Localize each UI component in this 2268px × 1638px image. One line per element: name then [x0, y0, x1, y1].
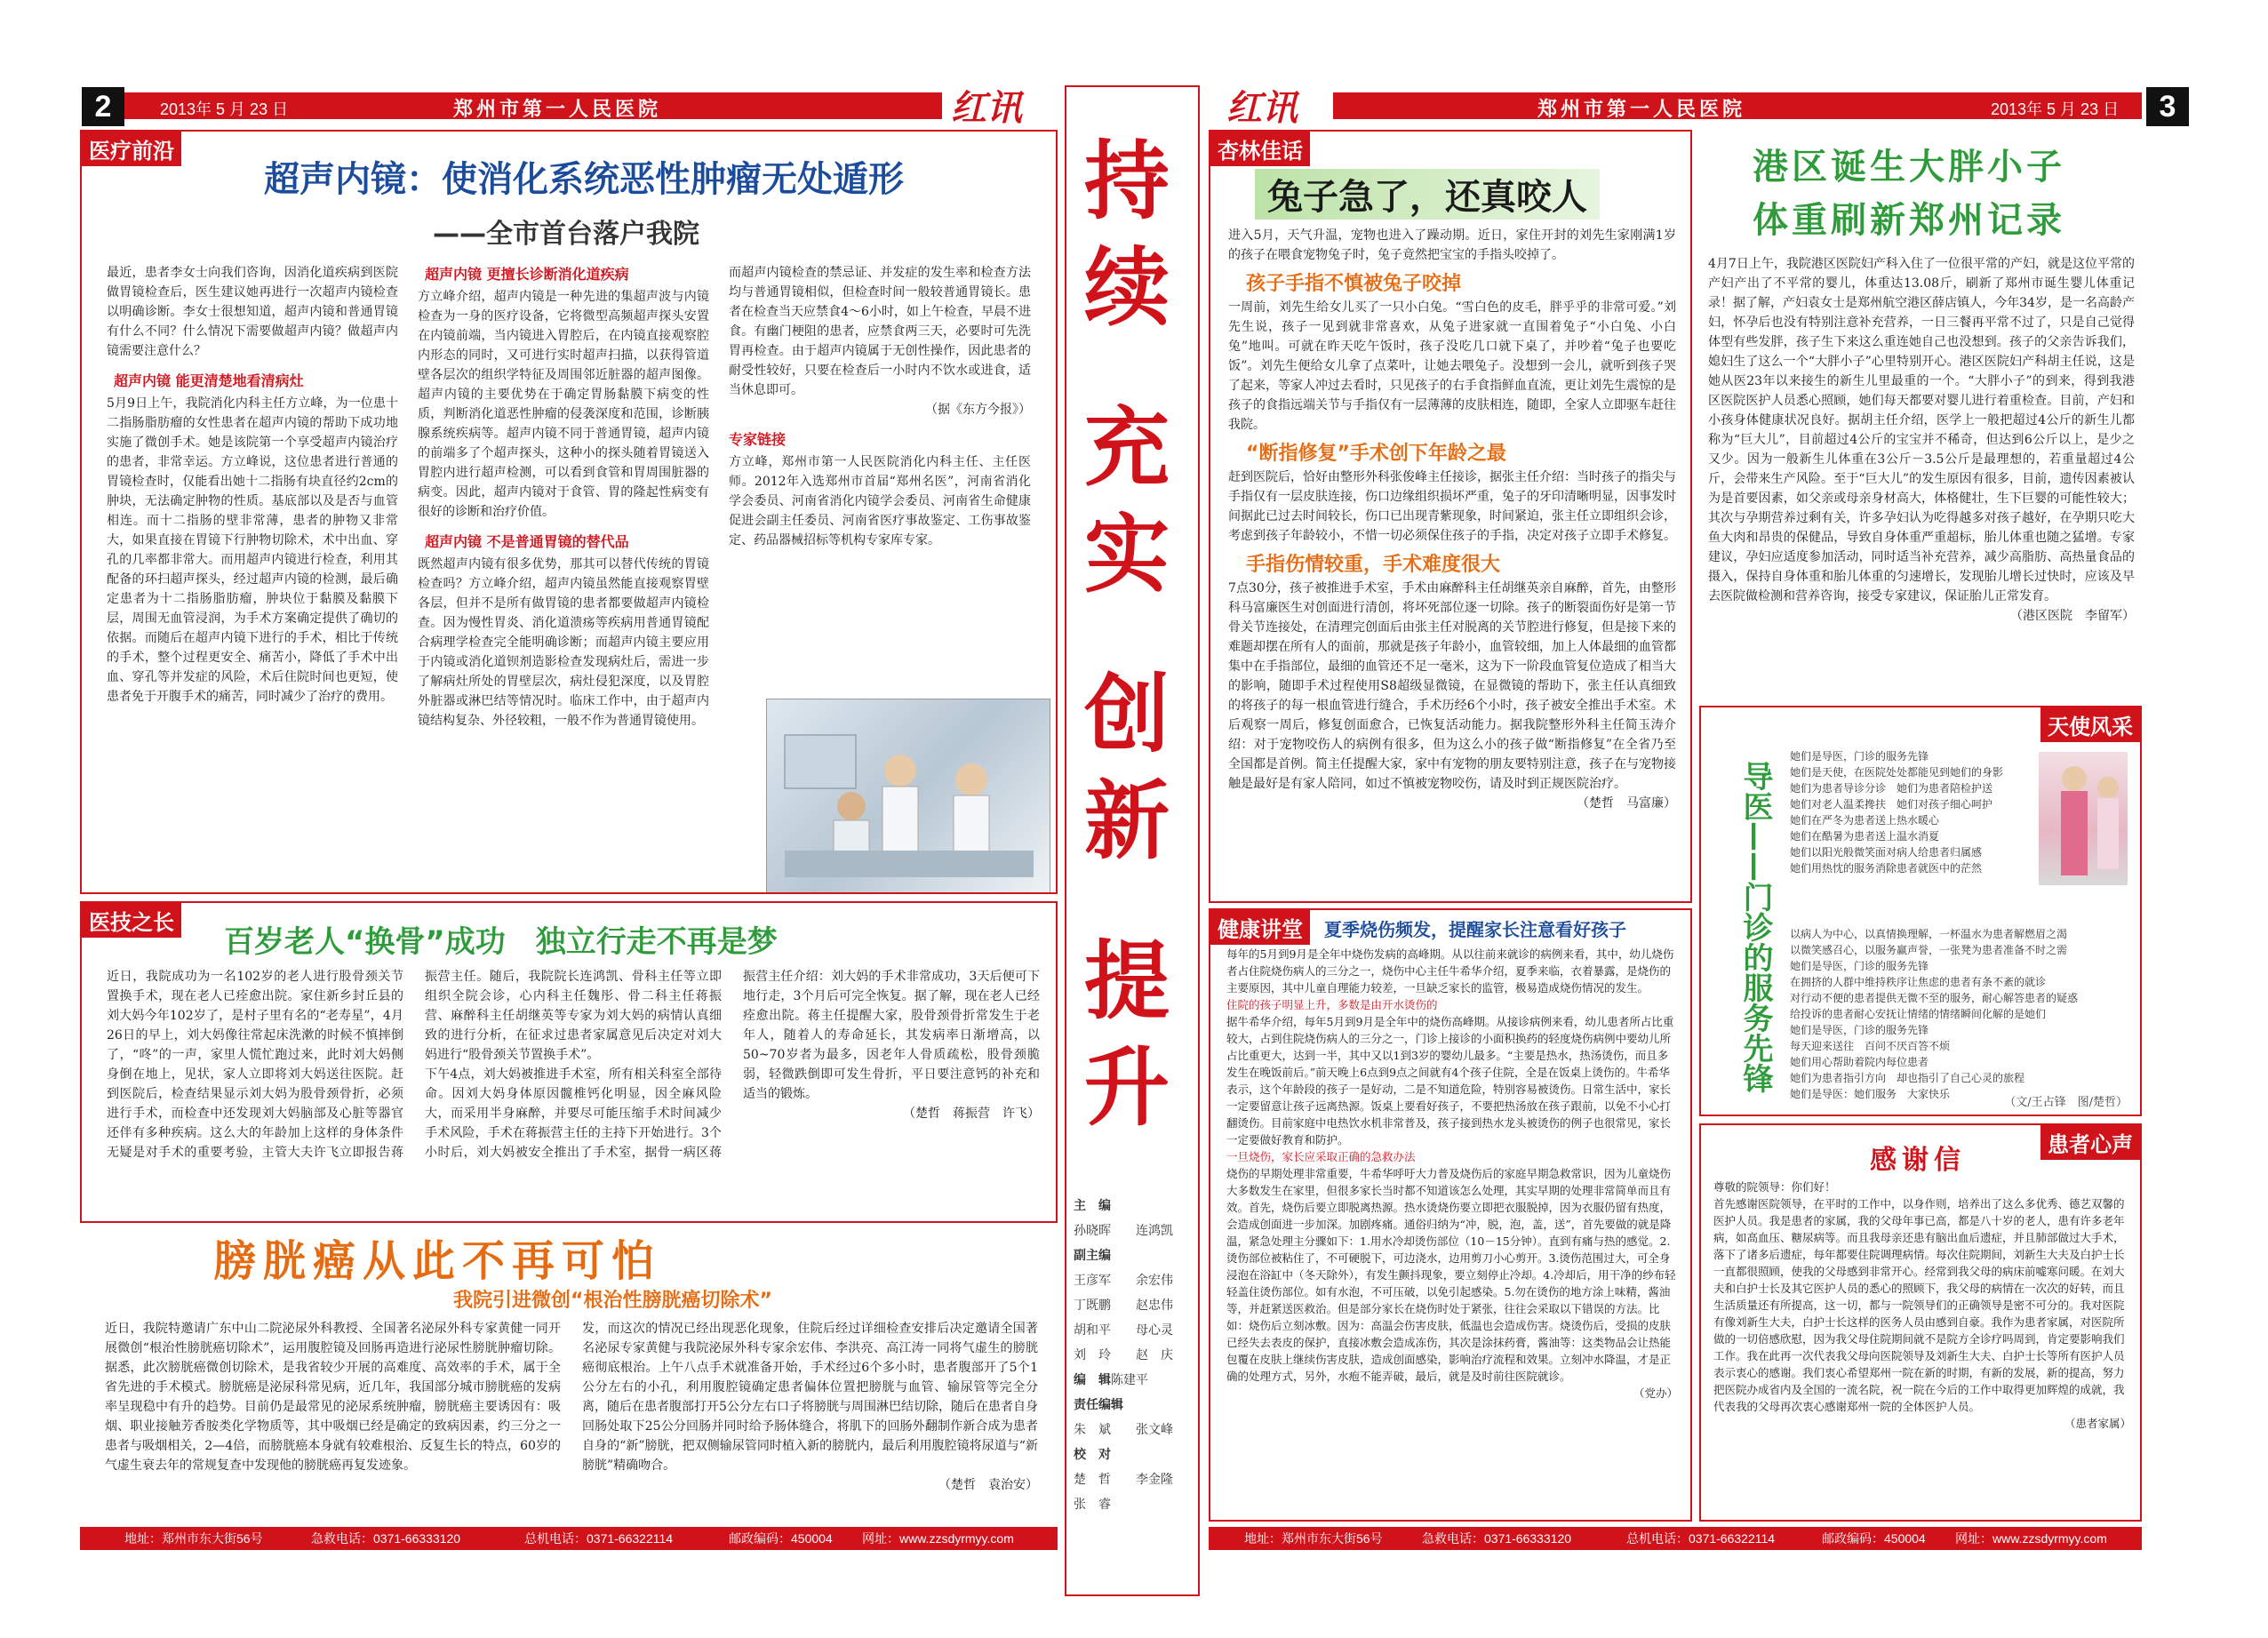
- header-bar-right: [1333, 92, 2142, 119]
- subheading: 住院的孩子明显上升，多数是由开水烫伤的: [1226, 998, 1438, 1011]
- header-date: 2013年 5 月 23 日: [160, 100, 289, 118]
- paragraph: 据牛希华介绍，每年5月到9月是全年中的烧伤高峰期。从接诊病例来看，幼儿患者所占比重较大，占到住院烧伤病人的三分之一，门诊上接诊的小面积换药的轻度烧伤病例中要幼儿所占比重更大，达到一半，其中又以1到3岁的婴幼儿最多。“主要是热水，热汤烫伤，而且多发生在晚饭前后。”前天晚上6点到9点之间就有4个孩子住院，全是在饭桌上烫伤的。牛希华表示，这个年龄段的孩子一是好动，二是不知道危险，特别容易被烫伤。日常生活中，家长一定要留意让孩子远离热源。饭桌上要看好孩子，不要把热汤放在孩子跟前，以免不小心打翻烫伤。目前家庭中电热饮水机非常普及，孩子接到热水龙头被烫伤的例子也很常见，家长一定要做好教育和防护。: [1226, 1015, 1674, 1147]
- editorial-names: 楚 哲 李金隆: [1074, 1473, 1173, 1487]
- slogan-char: 升: [1084, 1037, 1170, 1138]
- article-big-baby: [1699, 130, 2142, 699]
- editorial-names: 胡和平 母心灵: [1074, 1323, 1173, 1338]
- footer-address: 地址：郑州市东大街56号: [124, 1531, 263, 1546]
- poem-line: 她们以阳光般微笑面对病人给患者归属感: [1790, 846, 1983, 859]
- poem-line: 她们是导医，门诊的服务先锋: [1790, 1024, 1929, 1036]
- poem-line: 每天迎来送往 百问不厌百答不烦: [1790, 1040, 1951, 1052]
- slogan-char: 续: [1084, 237, 1170, 338]
- slogan-char: 提: [1084, 931, 1170, 1031]
- paragraph: 首先感谢医院领导，在平时的工作中，以身作则，培养出了这么多优秀、德艺双馨的医护人员。我是患者的家属，我的父母年事已高，都是八十岁的老人，患有许多老年病，如高血压、糖尿病等。而且我母亲还患有脑出血后遗症，并且肺部做过大手术，落下了诸多后遗症，每年都要住院调理病情。每次住院期间，刘新生大夫及白护士长一直都很照顾，使我的父母感到非常开心。经常到我父母的病床前嘘寒问暖。在刘大夫和白护士长及其它医护人员的悉心的照顾下，我父母的病情在一次次的好转，而且生活质量还有所提高，这一切，都与一院领导们的正确领导是密不可分的。我对医院有像刘新生大夫，白护士长这样的医务人员由感到自豪。我作为患者家属，对医院所做的一切倍感欣慰，因为我父母住院期间就不是院方全诊疗吗周到，肯定要影响我们工作。我在此再一次代表我父母向医院领导及刘新生大夫、白护士长等所有医护人员表示衷心的感谢。我们衷心希望郑州一院在新的时期，有新的发展，新的提高，努力把医院办成省内及全国的一流名院，祝一院在今后的工作中取得更加辉煌的成就，我代表我的父母再次衷心感谢郑州一院的全体医护人员。: [1713, 1197, 2125, 1413]
- editorial-board: [1074, 1194, 1191, 1517]
- paragraph: 烧伤的早期处理非常重要，牛希华呼吁大力普及烧伤后的家庭早期急救常识，因为儿童烧伤大多数发生在家里，但很多家长当时都不知道该怎么处理，其实早期的处理非常简单而且有效。首先，烧伤后要立即脱离热源。热水烫烧伤要立即把衣服脱掉，因为衣服仍留有热度，会造成创面进一步加深。加剧疼痛。通俗归纳为“冲，脱，泡，盖，送”，首先要做的就是降温，紧急处理主分骤如下：1.用水冷却烫伤部位（10－15分钟）。直到有痛与热的感觉。2.烫伤部位被粘住了，不可硬脱下，可边浇水，边用剪刀小心剪开。3.烫伤范围过大，可全身浸泡在浴缸中（冬天除外），有发生颤抖现象，要立刻停止冷却。4.冷却后，用干净的纱布轻轻盖住烫伤部位。如有水泡，不可压破，以免引起感染。5.勿在烫伤的地方涂上味精，酱油等，并赶紧送医救治。但是部分家长在烧伤时处于紧张，往往会采取以下错误的方法。比如：烧伤后立刻冰敷。因为：高温会伤害皮肤，低温也会造成伤害。烧烫伤后，受损的皮肤已经失去表皮的保护，直接冰敷会造成冻伤，其次是涂抹药膏，酱油等：这类物品会让热能包覆在皮肤上继续伤害皮肤，造成创面感染，影响治疗流程和效果。立刻冲水降温，才是正确的处理方式，另外，水疱不能弄破，最后，就是及时前往医院就诊。: [1226, 1167, 1676, 1383]
- editorial-role: 校 对: [1074, 1448, 1111, 1462]
- footer-emergency: 急救电话：0371-66333120: [1422, 1531, 1572, 1546]
- subheading: 超声内镜 能更清楚地看清病灶: [114, 372, 304, 389]
- poem-line: 她们在严冬为患者送上热水暖心: [1790, 814, 1940, 827]
- paragraph: 进入5月，天气升温，宠物也进入了躁动期。近日，家住开封的刘先生家刚满1岁的孩子在喂食宠物兔子时，兔子竟然把宝宝的手指头咬掉了。: [1228, 228, 1676, 262]
- article-column: [418, 263, 709, 885]
- article-body: [1713, 1179, 2131, 1518]
- poem-line: 对行动不便的患者提供无微不至的服务，耐心解答患者的疑惑: [1790, 992, 2079, 1004]
- article-guide-nurse: [1699, 706, 2142, 1116]
- paragraph: 7点30分，孩子被推进手术室，手术由麻醉科主任胡继英亲自麻醉，首先，由整形科马富廉医生对创面进行清创，将坏死部位逐一切除。孩子的断裂面伤好是第一节骨关节连接处，在清理完创面后由张主任对脱离的关节腔进行修复，但是接下来的难题却摆在所有人的面前，那就是孩子年龄小，血管较细，加上人体最细的血管都集中在手指部位，最细的血管还不足一毫米，这为下一阶段血管复位造成了相当大的影响，随即手术过程使用S8超级显微镜，在显微镜的帮助下，张主任认真细致的将孩子的每一根血管进行缝合，手术历经6个小时，孩子被安全推出手术室。术后观察一周后，修复创面愈合，已恢复活动能力。据我院整形外科主任简玉涛介绍：对于宠物咬伤人的病例有很多，但为这么小的孩子做“断指修复”在全省乃至全国都是首例。简主任提醒大家，家中有宠物的朋友要特别注意，孩子在与宠物接触是最好是有家人陪同，如过不慎被宠物咬伤，请及时到正规医院治疗。: [1228, 581, 1676, 791]
- poem-line: 她们用心帮助着院内每位患者: [1790, 1056, 1929, 1068]
- nurse-illustration: [2039, 752, 2128, 885]
- editorial-role: 编 辑: [1074, 1373, 1111, 1387]
- paragraph: 近日，我院成功为一名102岁的老人进行股骨颈关节置换手术，现在老人已痊愈出院。家住新乡封丘县的刘大妈今年102岁了，是村子里有名的“老寿星”，4月26日的早上，刘大妈像往常起床洗漱的时候不慎摔倒了，“咚”的一声，家里人慌忙跑过来，此时刘大妈侧身倒在地上，见状，家人立即将刘大妈送往医院。赶到医院后，检查结果显示刘大妈为股骨颈骨折，必须进行手术，而检查中还发现刘大妈脑部及心脏等器官还伴有多种疾病。这么大的年龄加上这样的身体条件无疑是对手术的重要考验，主管大夫许飞立即报告蒋振营主任。随后，我院院长连鸿凯、骨科主任等立即组织全院会诊，心内科主任魏彤、骨二科主任蒋振营、麻醉科主任胡继英等专家为刘大妈的病情认真细致的进行分析，在征求过患者家属意见后决定对刘大妈进行“股骨颈关节置换手术”。: [107, 970, 722, 1160]
- editorial-role: 副主编: [1074, 1249, 1111, 1263]
- doctors-illustration: [767, 699, 1050, 893]
- section-tag: 健康讲堂: [1210, 910, 1310, 945]
- article-column: [107, 263, 398, 885]
- footer-right: [1209, 1527, 2142, 1550]
- poem-line: 以病人为中心，以真情换理解，一杯温水为患者解燃眉之渴: [1790, 928, 2068, 940]
- paragraph: 5月9日上午，我院消化内科主任方立峰，为一位患十二指肠脂肪瘤的女性患者在超声内镜的帮助下成功地实施了微创手术。她是该院第一个享受超声内镜治疗的患者，非常幸运。方立峰说，这位患者进行普通的胃镜检查时，仅能看出她十二指肠有块直径约2cm的肿块，无法确定肿物的性质。基底部以及是否与血管相连。而十二指肠的壁非常薄，患者的肿物又非常大，如果直接在胃镜下行肿物切除术，术中出血、穿孔的几率都非常大。而用超声内镜进行检查，利用其配备的环扫超声探头，经过超声内镜的检测，最后确定患者为十二指肠脂肪瘤，肿块位于黏膜及黏膜下层，周围无血管浸润，为手术方案确定提供了确切的依据。而随后在超声内镜下进行的手术，相比于传统的手术，整个过程更安全、痛苦小，降低了手术中出血、穿孔等并发症的风险，术后住院时间也更短，使患者免于开腹手术的痛苦，同时减少了治疗的费用。: [107, 396, 398, 704]
- nurse-photo: [2039, 752, 2128, 885]
- source-credit: （据《东方今报》）: [925, 403, 1031, 417]
- footer-address: 地址：郑州市东大街56号: [1244, 1531, 1383, 1546]
- header-bar-left: [124, 92, 942, 119]
- header-hospital: 郑州市第一人民医院: [1537, 98, 1746, 120]
- center-column: [1065, 85, 1200, 1596]
- editorial-role: 责任编辑: [1074, 1398, 1123, 1412]
- editorial-names: 孙晓晖 连鸿凯: [1074, 1224, 1173, 1238]
- source-credit: （楚哲 袁治安）: [938, 1478, 1038, 1492]
- article-title: 体重刷新郑州记录: [1753, 200, 2065, 241]
- editorial-names: 刘 玲 赵 庆: [1074, 1348, 1173, 1362]
- page-number-left: 2: [82, 87, 124, 126]
- article-elderly-hip: [80, 901, 1058, 1223]
- editorial-names: 王彦军 余宏伟: [1074, 1274, 1173, 1288]
- poem-line: 她们用热忱的服务消除患者就医中的茫然: [1790, 862, 1983, 875]
- logo-hongxun-right: 红讯: [1226, 87, 1298, 129]
- poem: [1790, 926, 2128, 1104]
- article-body: [1226, 946, 1678, 1519]
- article-title: 膀胱癌从此不再可怕: [213, 1236, 662, 1286]
- article-title: 感谢信: [1870, 1145, 1966, 1176]
- poem-line: 她们是天使，在医院处处都能见到她们的身影: [1790, 766, 2004, 779]
- poem-line: 她们是导医：她们服务 大家快乐: [1790, 1088, 1951, 1100]
- article-burns: [1209, 908, 1692, 1522]
- paragraph: 发，而这次的情况已经出现恶化现象，住院后经过详细检查安排后决定邀请全国著名泌尿专家黄健与我院泌尿外科专家余宏伟、李洪亮、高江涛一同将气虚生的膀胱癌彻底根治。上午八点手术就准备开始，手术经过6个多小时，患者腹部开了5个1公分左右的小孔，利用腹腔镜确定患者偏体位置把膀胱与血管、输尿管等完全分离，随后在患者腹部打开5公分左右口子将膀胱与周围淋巴结切除，随后在患者自身回肠处取下25公分回肠并同时给予肠体缝合，将肌下的回肠外翻制作新合成为患者自身的“新”膀胱，把双侧输尿管同时植入新的膀胱内，最后利用腹腔镜将尿道与“新膀胱”精确吻合。: [582, 1322, 1038, 1473]
- source-credit: （港区医院 李留军）: [2010, 609, 2135, 623]
- footer-postcode: 邮政编码：450004: [729, 1531, 833, 1546]
- poem-line: 她们对老人温柔搀扶 她们对孩子细心呵护: [1790, 798, 1993, 811]
- footer-emergency: 急救电话：0371-66333120: [311, 1531, 461, 1546]
- slogan-char: 实: [1084, 504, 1170, 604]
- article-subtitle: 我院引进微创“根治性膀胱癌切除术”: [453, 1290, 772, 1312]
- subheading: 超声内镜 不是普通胃镜的替代品: [425, 533, 629, 550]
- article-body: [1228, 226, 1676, 897]
- footer-left: [80, 1527, 1058, 1550]
- article-title: 超声内镜：使消化系统恶性肿瘤无处遁形: [264, 159, 904, 200]
- article-thank-you-letter: [1699, 1123, 2142, 1522]
- slogan-char: 创: [1084, 664, 1170, 764]
- poem-line: 她们是导医，门诊的服务先锋: [1790, 750, 1929, 763]
- subheading: 超声内镜 更擅长诊断消化道疾病: [425, 266, 629, 283]
- article-columns: [105, 1319, 1038, 1514]
- slogan-char: 持: [1084, 131, 1170, 231]
- article-endoscopy: [80, 130, 1058, 894]
- paragraph: 赶到医院后，恰好由整形外科张俊峰主任接诊，据张主任介绍：当时孩子的指尖与手指仅有一层皮肤连接，伤口边缘组织损坏严重，兔子的牙印清晰明显，因事发时间据此已过去时间较长，伤口已出现青紫现象，时间紧迫，张主任立即组织会诊，考虑到孩子年龄较小，不惜一切必须保住孩子的手指，决定对孩子立即手术修复。: [1228, 470, 1676, 543]
- article-columns: [107, 967, 1040, 1216]
- section-tag: 杏林佳话: [1210, 132, 1310, 166]
- section-tag: 医技之长: [82, 903, 181, 938]
- poem-line: 在拥挤的人群中维持秩序让焦虑的患者有条不紊的就诊: [1790, 976, 2047, 988]
- footer-switchboard: 总机电话：0371-66322114: [524, 1531, 674, 1546]
- paragraph: 一周前，刘先生给女儿买了一只小白兔。“雪白色的皮毛，胖乎乎的非常可爱。”刘先生说，孩子一见到就非常喜欢，从兔子进家就一直围着兔子“小白兔、小白兔”地叫。可就在昨天吃午饭时，孩子没吃几口就下桌了，并吵着“兔子也要吃饭”。刘先生便给女儿拿了点菜叶，让她去喂兔子。没想到一会儿，就听到孩子哭了起来，等家人冲过去看时，只见孩子的右手食指鲜血直流，更让刘先生震惊的是孩子的食指远端关节与手指仅有一层薄薄的皮肤相连，随即，全家人立即驱车赶往我院。: [1228, 300, 1676, 432]
- article-title: 兔子急了，还真咬人: [1255, 169, 1600, 220]
- poem-line: 以微笑感召心，以服务赢声誉，一张凳为患者准备不时之需: [1790, 944, 2068, 956]
- paragraph: 最近，患者李女士向我们咨询，因消化道疾病到医院做胃镜检查后，医生建议她再进行一次超声内镜检查以明确诊断。李女士很想知道，超声内镜和普通胃镜有什么不同？什么情况下需要做超声内镜？做超声内镜需要注意什么？: [107, 266, 398, 358]
- paragraph: 既然超声内镜有很多优势，那其可以替代传统的胃镜检查吗？方立峰介绍，超声内镜虽然能直接观察胃壁各层，但并不是所有做胃镜的患者都要做超声内镜检查。因为慢性胃炎、消化道溃疡等疾病用普通胃镜配合病理学检查完全能明确诊断；而超声内镜主要应用于内镜或消化道钡剂造影检查发现病灶后，需进一步了解病灶所处的胃壁层次，病灶侵犯深度，以及胃腔外脏器或淋巴结等情况时。临床工作中，由于超声内镜结构复杂、外径较粗，一般不作为普通胃镜使用。: [418, 557, 709, 728]
- poem-line: 她们为患者指引方向 却也指引了自己心灵的旅程: [1790, 1072, 2025, 1084]
- endoscopy-photo: [766, 699, 1050, 894]
- footer-postcode: 邮政编码：450004: [1822, 1531, 1926, 1546]
- article-rabbit-bite: [1209, 130, 1692, 903]
- slogan-char: 充: [1084, 397, 1170, 498]
- editorial-names: 朱 斌 张文峰: [1074, 1423, 1173, 1437]
- header-hospital: 郑州市第一人民医院: [453, 98, 662, 120]
- paragraph: 而超声内镜检查的禁忌证、并发症的发生率和检查方法均与普通胃镜相似，但检查时间一般较普通胃镜长。患者在检查当天应禁食4～6小时，如上午检查，早晨不进食。有幽门梗阻的患者，应禁食两三天，必要时可先洗胃再检查。由于超声内镜属于无创性操作，因此患者的耐受性较好，只要在检查后一小时内不饮水或进食，适当休息即可。: [729, 266, 1031, 397]
- paragraph: 4月7日上午，我院港区医院妇产科入住了一位很平常的产妇，就是这位平常的产妇产出了不平常的婴儿，体重达13.08斤，刷新了郑州市诞生婴儿体重记录！据了解，产妇袁女士是郑州航空港区薛店镇人，今年34岁，是一名高龄产妇，怀孕后也没有特别注意补充营养，一日三餐再平常不过了，只是自己觉得体型有些发胖，孩子生下来这么重连她自己也没想到。孩子的父亲告诉我们，媳妇生了这么一个“大胖小子”心里特别开心。港区医院妇产科胡主任说，这是她从医23年以来接生的新生儿里最重的一个。“大胖小子”的到来，得到我港区医院医护人员悉心照顾，她们每天都要对婴儿进行着重检查。目前，产妇和小孩身体健康状况良好。据胡主任介绍，医学上一般把超过4公斤的新生儿都称为“巨大儿”，目前超过4公斤的宝宝并不稀奇，但达到6公斤以上，是少之又少。因为一般新生儿体重在3公斤－3.5公斤是最理想的，若重量超过4公斤，会带来生产风险。至于“巨大儿”的发生原因有很多，目前，遗传因素被认为是首要因素，如父亲或母亲身材高大，体格健壮，生下巨婴的可能性较大；其次与孕期营养过剩有关，许多孕妇认为吃得越多对孩子越好，在孕期只吃大鱼大肉和昂贵的保健品，导致自身体重严重超标，胎儿体重也随之猛增。专家建议，孕妇应适度参加活动，同时适当补充营养，减少高脂肪、高热量食品的摄入，保持自身体重和胎儿体重的匀速增长，发现胎儿增长过快时，应该及早去医院做检测和营养咨询，接受专家建议，保证胎儿正常发育。: [1708, 257, 2135, 603]
- subheading: 孩子手指不慎被兔子咬掉: [1246, 273, 1462, 295]
- footer-website: 网址：www.zzsdyrmyy.com: [862, 1531, 1014, 1546]
- article-title: 夏季烧伤频发，提醒家长注意看好孩子: [1324, 919, 1626, 940]
- source-credit: （楚哲 蒋振营 许飞）: [903, 1107, 1040, 1121]
- subheading: 手指伤情较重，手术难度很大: [1246, 554, 1501, 576]
- editorial-names: 丁既鹏 赵忠伟: [1074, 1298, 1173, 1313]
- subheading: 专家链接: [729, 431, 787, 448]
- article-bladder-cancer: [80, 1227, 1058, 1520]
- slogan-char: 新: [1084, 771, 1170, 871]
- editorial-role: 主 编: [1074, 1199, 1111, 1213]
- source-credit: （文/王占锋 图/楚哲）: [2004, 1096, 2128, 1109]
- editorial-names: 张 睿: [1074, 1498, 1111, 1512]
- poem-line: 她们在酷暑为患者送上温水消夏: [1790, 830, 1940, 843]
- source-credit: （党办）: [1633, 1386, 1678, 1400]
- article-subtitle: ——全市首台落户我院: [433, 219, 699, 250]
- subheading: “断指修复”手术创下年龄之最: [1246, 443, 1506, 465]
- header-date: 2013年 5 月 23 日: [1991, 100, 2120, 118]
- article-title: 港区诞生大胖小子: [1753, 147, 2065, 188]
- article-title: 百岁老人“换骨”成功 独立行走不再是梦: [224, 924, 778, 960]
- source-credit: （楚哲 马富廉）: [1577, 796, 1676, 811]
- paragraph: 近日，我院特邀请广东中山二院泌尿外科教授、全国著名泌尿外科专家黄健一同开展微创“根治性膀胱癌切除术”，运用腹腔镜及回肠再造进行泌尿性膀胱肿瘤切除。据悉，此次膀胱癌微创切除术，是我省较少开展的高难度、高效率的手术，属于全省先进的手术模式。膀胱癌是泌尿科常见病，近几年，我国部分城市膀胱癌的发病率呈现稳中有升的趋势。目前仍是最常见的泌尿系统肿瘤，膀胱癌主要诱因有：吸烟、职业接触芳香胺类化学物质等，其中吸烟已经是确定的致病因素，约三分之一患者与吸烟相关，2—4倍，而膀胱癌本身就有较难根治、反复生长的特点，60岁的气虚生衰去年的常规复查中发现他的膀胱癌再复发迹象。: [105, 1322, 561, 1473]
- subheading: 一旦烧伤，家长应采取正确的急救办法: [1226, 1150, 1416, 1163]
- footer-switchboard: 总机电话：0371-66322114: [1626, 1531, 1776, 1546]
- source-credit: （患者家属）: [2064, 1417, 2131, 1430]
- poem-line: 她们为患者导诊分诊 她们为患者陪检护送: [1790, 782, 1993, 795]
- footer-website: 网址：www.zzsdyrmyy.com: [1955, 1531, 2107, 1546]
- section-tag: 医疗前沿: [82, 132, 181, 166]
- letter-greeting: 尊敬的院领导：你们好！: [1713, 1180, 1836, 1194]
- section-tag: 患者心声: [2040, 1125, 2140, 1160]
- article-column: [729, 263, 1031, 699]
- poem-line: 她们是导医，门诊的服务先锋: [1790, 960, 1929, 972]
- section-tag: 天使风采: [2040, 707, 2140, 742]
- editorial-names: 陈建平: [1111, 1373, 1148, 1387]
- paragraph: 下午4点，刘大妈被推进手术室，所有相关科室全部待命。因刘大妈身体原因髋椎钙化明显，因全麻风险大，而采用半身麻醉，并要尽可能压缩手术时间减少手术风险，手术在蒋振营主任的主持下开始进行。3个小时后，刘大妈被安全推出了手术室，据骨一病区蒋振营主任介绍：刘大妈的手术非常成功，3天后便可下地行走，3个月后可完全恢复。据了解，现在老人已经痊愈出院。蒋主任提醒大家，股骨颈骨折常发生于老年人，随着人的寿命延长，其发病率日渐增高，以50~70岁者为最多，因老年人骨质疏松，股骨颈脆弱，轻微跌倒即可发生骨折，平日要注意钙的补充和适当的锻炼。: [425, 970, 1040, 1160]
- paragraph: 每年的5月到9月是全年中烧伤发病的高峰期。从以往前来就诊的病例来看，其中，幼儿烧伤者占住院烧伤病人的三分之一，烧伤中心主任牛希华介绍，夏季来临，衣着暴露，是烧伤的主要原因，其中儿童自理能力较差，一旦缺乏家长的监管，极易造成烧伤情况的发生。: [1226, 947, 1674, 995]
- page-number-right: 3: [2146, 87, 2189, 126]
- logo-hongxun-left: 红讯: [951, 87, 1022, 129]
- paragraph: 方立峰，郑州市第一人民医院消化内科主任、主任医师。2012年入选郑州市首届“郑州名医”，河南省消化学会委员、河南省消化内镜学会委员、河南省生命健康促进会副主任委员、河南省医疗事故鉴定、工伤事故鉴定、药品器械招标等机构专家库专家。: [729, 455, 1031, 547]
- vertical-title: 导医——门诊的服务先锋: [1737, 761, 1773, 1093]
- paragraph: 方立峰介绍，超声内镜是一种先进的集超声波与内镜检查为一身的医疗设备，它将微型高频超声探头安置在内镜前端，当内镜进入胃腔后，在内镜直接观察腔内形态的同时，又可进行实时超声扫描，以获得管道壁各层次的组织学特征及周围邻近脏器的超声图像。超声内镜的主要优势在于确定胃肠黏膜下病变的性质，判断消化道恶性肿瘤的侵袭深度和范围，诊断胰腺系统疾病等。超声内镜不同于普通胃镜，超声内镜的前端多了个超声探头，这种小的探头随着胃镜送入胃腔内进行超声检测，可以看到食管和胃周围脏器的病变。因此，超声内镜对于食管、胃的隆起性病变有很好的诊断和治疗价值。: [418, 290, 709, 519]
- poem-line: 给投诉的患者耐心安抚让情绪的情绪瞬间化解的是她们: [1790, 1008, 2047, 1020]
- article-body: [1708, 254, 2135, 694]
